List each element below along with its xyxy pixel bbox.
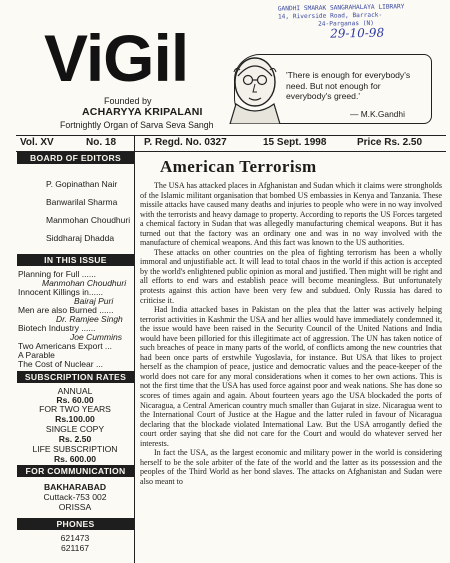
phone-number: 621473 — [60, 533, 90, 543]
issue-number: No. 18 — [86, 137, 117, 148]
issue-bar-divider — [134, 136, 135, 151]
article-title: American Terrorism — [160, 157, 317, 176]
editor-name: Siddharaj Dhadda — [46, 233, 115, 243]
article-body — [140, 181, 442, 487]
subscription-heading: SUBSCRIPTION RATES — [17, 371, 134, 383]
address-line: Cuttack-753 002 — [43, 492, 107, 502]
in-this-issue-heading: IN THIS ISSUE — [17, 254, 134, 266]
vigil-logo: ViGil — [44, 21, 189, 95]
stamp-line-2: 14, Riverside Road, Barrack- — [277, 11, 383, 21]
sidebar — [16, 152, 134, 563]
contents-author: Dr. Ramjee Singh — [56, 314, 123, 324]
contents-item: Two Americans Export ... — [18, 341, 113, 351]
phone-number: 621167 — [60, 543, 90, 553]
contents-author: Joe Cummins — [70, 332, 122, 342]
organ-line: Fortnightly Organ of Sarva Seva Sangh — [60, 120, 214, 130]
founder-name: ACHARYYA KRIPALANI — [82, 106, 203, 118]
library-stamp — [278, 3, 449, 39]
two-years-label: FOR TWO YEARS — [39, 404, 111, 414]
contents-item: Planning for Full ...... — [18, 269, 96, 279]
contents-item: A Parable — [18, 350, 55, 360]
issue-date: 15 Sept. 1998 — [263, 137, 327, 148]
contents-author: Manmohan Choudhuri — [42, 278, 127, 288]
article-paragraph: Had India attacked bases in Pakistan on the plea that the latter was actively helping terrorist activities in Kashmir the USA and her allies would have immediately condemned it, the issue would have been raised in the Security Council of the United Nations and India would have been pilloried for this illegitimate act of aggression. The UN has taken notice of such breaches of peace in many parts of the world, of conflicts among the new countries that had been once parts of erstwhile Yugoslavia, for instance. But USA that likes to project herself as the champion of peace, justice and democratic values and the peace-keeper of the world does not care for any moral considerations when it comes to her own actions. This is not the first time that the USA has used force against poor and weak nations. She has done so scores of times again and again. About fourteen years ago the USA blockaded the ports of Nicaragua, a Central American country much smaller than Gujarat in size. Nicaragua went to the International Court of Justice at the Hague and the latter ruled in favour of Nicaragua declaring that the blockade violated International Law. But the USA arrogantly defied the court order saying that she did not care for the Court and would do whatever served her interests. — [140, 305, 442, 448]
editors-heading: BOARD OF EDITORS — [17, 152, 134, 164]
editor-name: P. Gopinathan Nair — [46, 179, 118, 189]
sidebar-rule — [134, 150, 135, 563]
contents-item: Biotech Industry ...... — [18, 323, 96, 333]
article-paragraph: In fact the USA, as the largest economic and military power in the world is considering herself to be the sole arbiter of the fate of the world and the latter as its possession and the peoples of the Third World as her bond slaves. The attacks on Afghanistan and Sudan were also meant to — [140, 448, 442, 486]
life-subscription-label: LIFE SUBSCRIPTION — [32, 444, 118, 454]
address-line: BAKHARABAD — [43, 482, 107, 492]
phones-heading: PHONES — [17, 518, 134, 530]
two-years-price: Rs.100.00 — [55, 414, 95, 424]
address-line: ORISSA — [58, 502, 92, 512]
postal-regd: P. Regd. No. 0327 — [144, 137, 227, 148]
gandhi-portrait-icon — [224, 52, 286, 124]
life-subscription-price: Rs. 600.00 — [53, 454, 97, 464]
contents-item: Innocent Killings in...... — [18, 287, 104, 297]
stamp-line-3: 24-Parganas (N) — [318, 20, 375, 29]
issue-price: Price Rs. 2.50 — [357, 137, 423, 148]
annual-price: Rs. 60.00 — [56, 395, 94, 405]
editor-name: Manmohan Choudhuri — [46, 215, 131, 225]
annual-label: ANNUAL — [57, 386, 93, 396]
single-copy-label: SINGLE COPY — [45, 424, 105, 434]
gandhi-quote: 'There is enough for everybody's need. But not enough for everybody's greed.' — [286, 70, 411, 102]
issue-info-bar — [16, 135, 446, 152]
quote-attribution: — M.K.Gandhi — [350, 109, 405, 119]
contents-item: The Cost of Nuclear ... — [18, 359, 104, 369]
volume: Vol. XV — [20, 137, 54, 148]
single-copy-price: Rs. 2.50 — [58, 434, 92, 444]
editor-name: Banwarilal Sharma — [46, 197, 118, 207]
article-paragraph: These attacks on other countries on the plea of fighting terrorism has been a wholly immoral and unjustifiable act. It will lead to total chaos in the world if this action is accepted by the world's enlightened public opinion as moral and justified. Then might will be right and all efforts to end wars and establish peace will become meaningless. But unfortunately protests against this action have been very few and subdued. Only Russia has dared to criticise it. — [140, 247, 442, 305]
contents-author: Bairaj Puri — [74, 296, 114, 306]
founded-by-label: Founded by — [104, 96, 152, 106]
stamp-date: 29-10-98 — [330, 25, 385, 41]
stamp-line-1: GANDHI SMARAK SANGRAHALAYA LIBRARY — [277, 3, 405, 13]
article-paragraph: The USA has attacked places in Afghanistan and Sudan which it claims were strongholds of the Islamic militant organisation that bombed US embassies in Kenya and Tanzania. These missile attacks have caused many deaths and injuries to people who were in no way involved with the terrorists and heavy damage to property. According to reports the US Forces targeted a chemical factory in Sudan that was allegedly manufacturing chemical weapons. But it has turned out that the factory was an ordinary one and was in no way involved with the manufacture of chemical weapons. And this fact was known to the US authorities. — [140, 181, 442, 248]
communication-heading: FOR COMMUNICATION — [17, 465, 134, 477]
contents-item: Men are also Burned ...... — [18, 305, 114, 315]
